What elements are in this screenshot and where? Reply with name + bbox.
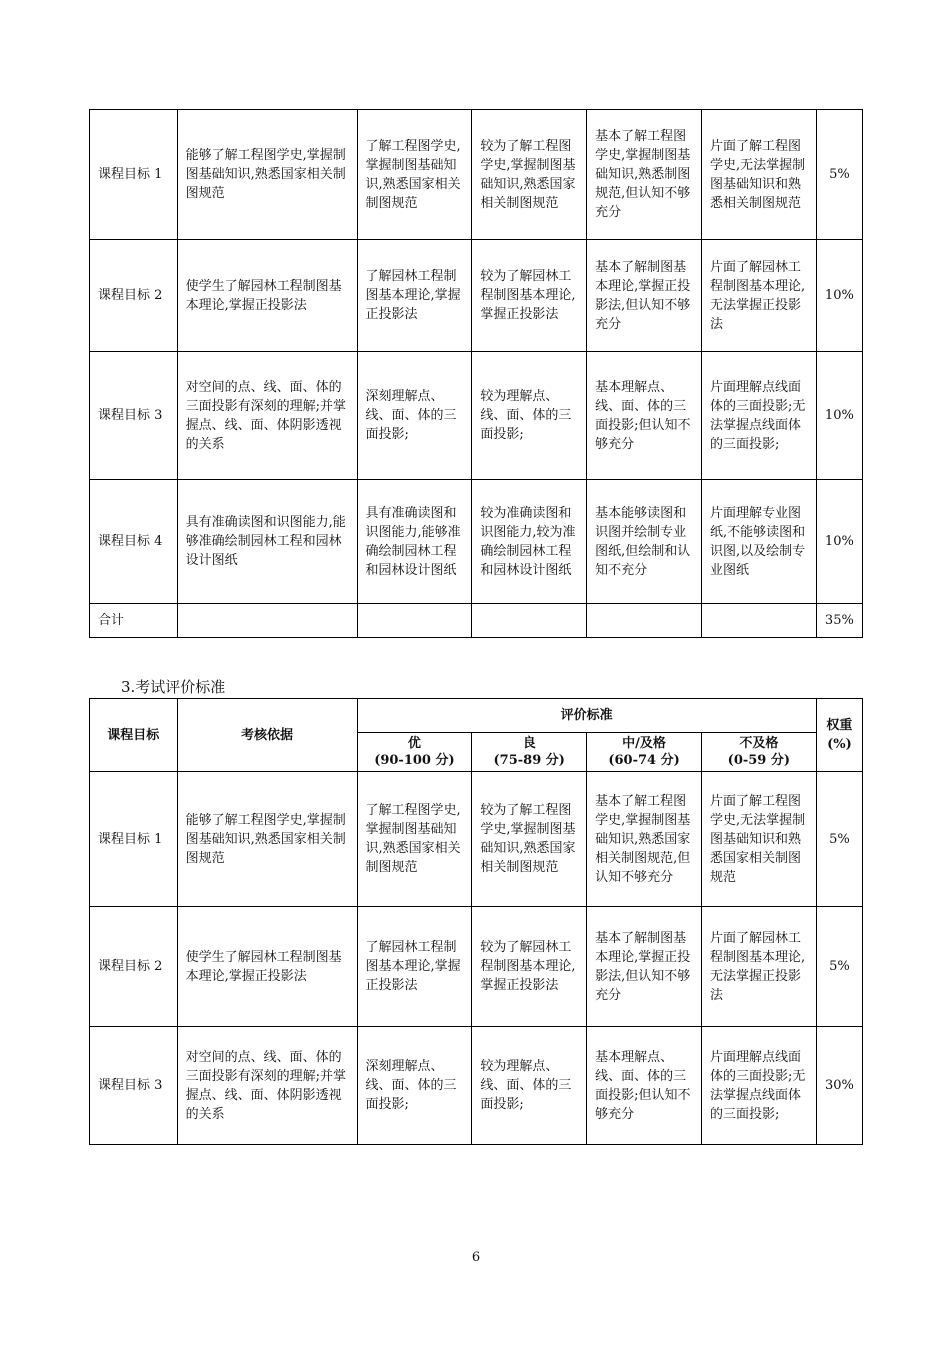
total-weight: 35%	[816, 604, 862, 638]
header-criteria: 评价标准	[357, 699, 816, 733]
basis-cell: 具有准确读图和识图能力,能够准确绘制园林工程和园林设计图纸	[177, 480, 357, 604]
goal-cell: 课程目标 4	[90, 480, 178, 604]
fail-cell: 片面理解专业图纸,不能够读图和识图,以及绘制专业图纸	[701, 480, 816, 604]
total-row	[90, 604, 863, 638]
empty-cell	[472, 604, 587, 638]
goal-cell: 课程目标 1	[90, 772, 178, 907]
weight-cell: 30%	[816, 1027, 862, 1145]
excellent-cell: 具有准确读图和识图能力,能够准确绘制园林工程和园林设计图纸	[357, 480, 472, 604]
pass-cell: 基本了解制图基本理论,掌握正投影法,但认知不够充分	[587, 240, 702, 352]
excellent-cell: 了解园林工程制图基本理论,掌握正投影法	[357, 907, 472, 1027]
basis-cell: 对空间的点、线、面、体的三面投影有深刻的理解;并掌握点、线、面、体阴影透视的关系	[177, 352, 357, 480]
page-number: 6	[471, 1250, 481, 1265]
fail-cell: 片面理解点线面体的三面投影;无法掌握点线面体的三面投影;	[701, 352, 816, 480]
pass-cell: 基本能够读图和识图并绘制专业图纸,但绘制和认知不充分	[587, 480, 702, 604]
excellent-cell: 了解园林工程制图基本理论,掌握正投影法	[357, 240, 472, 352]
goal-cell: 课程目标 2	[90, 907, 178, 1027]
good-cell: 较为理解点、线、面、体的三面投影;	[472, 1027, 587, 1145]
empty-cell	[587, 604, 702, 638]
section-heading: 3.考试评价标准	[121, 678, 226, 696]
good-cell: 较为准确读图和识图能力,较为准确绘制园林工程和园林设计图纸	[472, 480, 587, 604]
table-row	[90, 907, 863, 1027]
table-row	[90, 110, 863, 240]
basis-cell: 能够了解工程图学史,掌握制图基础知识,熟悉国家相关制图规范	[177, 110, 357, 240]
header-pass: 中/及格 (60-74 分)	[587, 733, 702, 772]
pass-cell: 基本了解工程图学史,掌握制图基础知识,熟悉制图规范,但认知不够充分	[587, 110, 702, 240]
goal-cell: 课程目标 3	[90, 352, 178, 480]
excellent-cell: 深刻理解点、线、面、体的三面投影;	[357, 1027, 472, 1145]
good-cell: 较为理解点、线、面、体的三面投影;	[472, 352, 587, 480]
goal-cell: 课程目标 3	[90, 1027, 178, 1145]
header-goal: 课程目标	[90, 699, 178, 772]
fail-cell: 片面了解园林工程制图基本理论,无法掌握正投影法	[701, 907, 816, 1027]
weight-cell: 5%	[816, 110, 862, 240]
weight-cell: 5%	[816, 907, 862, 1027]
grading-table-2	[89, 698, 863, 1145]
good-cell: 较为了解工程图学史,掌握制图基础知识,熟悉国家相关制图规范	[472, 772, 587, 907]
table-row	[90, 772, 863, 907]
table-row	[90, 352, 863, 480]
header-fail: 不及格 (0-59 分)	[701, 733, 816, 772]
header-basis: 考核依据	[177, 699, 357, 772]
table-row	[90, 1027, 863, 1145]
fail-cell: 片面了解园林工程制图基本理论,无法掌握正投影法	[701, 240, 816, 352]
pass-cell: 基本理解点、线、面、体的三面投影;但认知不够充分	[587, 1027, 702, 1145]
excellent-cell: 深刻理解点、线、面、体的三面投影;	[357, 352, 472, 480]
total-label: 合计	[90, 604, 178, 638]
basis-cell: 使学生了解园林工程制图基本理论,掌握正投影法	[177, 907, 357, 1027]
weight-cell: 10%	[816, 352, 862, 480]
goal-cell: 课程目标 1	[90, 110, 178, 240]
table-row	[90, 240, 863, 352]
fail-cell: 片面了解工程图学史,无法掌握制图基础知识和熟悉国家相关制图规范	[701, 772, 816, 907]
header-excellent: 优 (90-100 分)	[357, 733, 472, 772]
fail-cell: 片面理解点线面体的三面投影;无法掌握点线面体的三面投影;	[701, 1027, 816, 1145]
pass-cell: 基本理解点、线、面、体的三面投影;但认知不够充分	[587, 352, 702, 480]
pass-cell: 基本了解制图基本理论,掌握正投影法,但认知不够充分	[587, 907, 702, 1027]
good-cell: 较为了解园林工程制图基本理论,掌握正投影法	[472, 907, 587, 1027]
weight-cell: 10%	[816, 480, 862, 604]
good-cell: 较为了解工程图学史,掌握制图基础知识,熟悉国家相关制图规范	[472, 110, 587, 240]
grading-table-1	[89, 109, 863, 638]
empty-cell	[357, 604, 472, 638]
pass-cell: 基本了解工程图学史,掌握制图基础知识,熟悉国家相关制图规范,但认知不够充分	[587, 772, 702, 907]
empty-cell	[177, 604, 357, 638]
basis-cell: 能够了解工程图学史,掌握制图基础知识,熟悉国家相关制图规范	[177, 772, 357, 907]
excellent-cell: 了解工程图学史,掌握制图基础知识,熟悉国家相关制图规范	[357, 772, 472, 907]
goal-cell: 课程目标 2	[90, 240, 178, 352]
weight-cell: 10%	[816, 240, 862, 352]
basis-cell: 使学生了解园林工程制图基本理论,掌握正投影法	[177, 240, 357, 352]
header-row	[90, 699, 863, 733]
header-good: 良 (75-89 分)	[472, 733, 587, 772]
fail-cell: 片面了解工程图学史,无法掌握制图基础知识和熟悉相关制图规范	[701, 110, 816, 240]
table-row	[90, 480, 863, 604]
basis-cell: 对空间的点、线、面、体的三面投影有深刻的理解;并掌握点、线、面、体阴影透视的关系	[177, 1027, 357, 1145]
weight-cell: 5%	[816, 772, 862, 907]
good-cell: 较为了解园林工程制图基本理论,掌握正投影法	[472, 240, 587, 352]
empty-cell	[701, 604, 816, 638]
excellent-cell: 了解工程图学史,掌握制图基础知识,熟悉国家相关制图规范	[357, 110, 472, 240]
header-weight: 权重 (%)	[816, 699, 862, 772]
